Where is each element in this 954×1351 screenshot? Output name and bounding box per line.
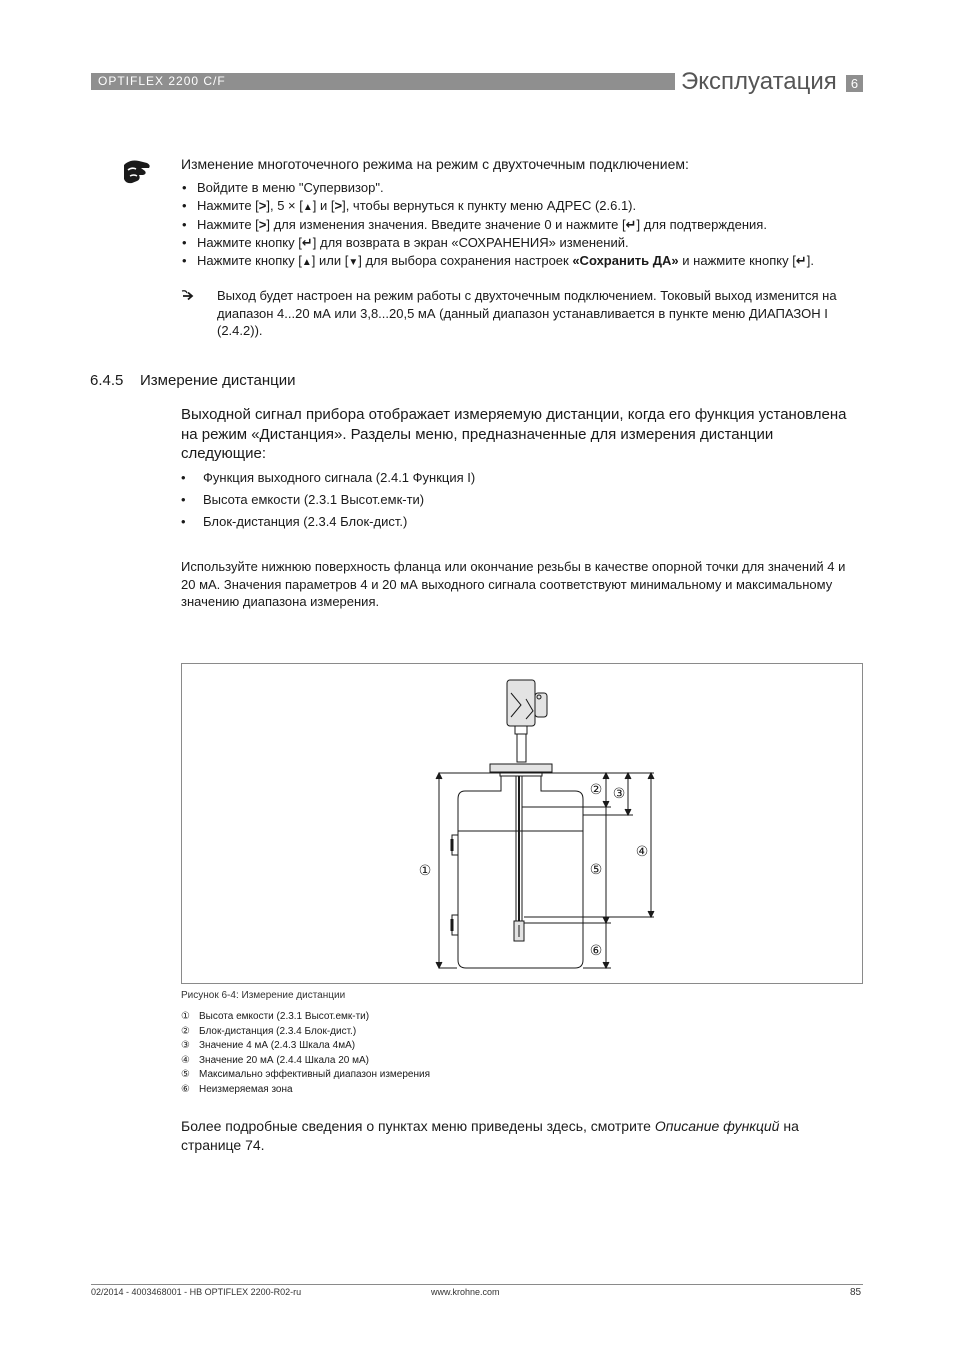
procedure-step: • Войдите в меню "Супервизор". <box>182 179 863 197</box>
tank-diagram <box>181 663 863 984</box>
legend-item: ④ Значение 20 мА (2.4.4 Шкала 20 мА) <box>181 1054 369 1066</box>
result-arrow-icon <box>181 289 195 301</box>
function-description-link[interactable]: Описание функций <box>654 1118 780 1134</box>
hand-action-icon <box>121 157 153 189</box>
section-heading: 6.4.5 Измерение дистанции <box>90 372 296 389</box>
arrow-up-icon: ▲ <box>301 256 312 268</box>
enter-key-icon: ↵ <box>625 217 637 233</box>
callout-5: ⑤ <box>589 862 603 878</box>
footer-doc-id: 02/2014 - 4003468001 - HB OPTIFLEX 2200-R02-ru <box>91 1287 302 1297</box>
procedure-intro: Изменение многоточечного режима на режим с двухточечным подключением: <box>181 156 689 172</box>
arrow-up-icon: ▲ <box>302 201 313 213</box>
callout-3: ③ <box>612 786 626 802</box>
callout-4: ④ <box>635 844 649 860</box>
more-info-text: Более подробные сведения о пунктах меню приведены здесь, смотрите Описание функций на странице 74. <box>181 1118 799 1153</box>
legend-item: ② Блок-дистанция (2.3.4 Блок-дист.) <box>181 1025 357 1037</box>
list-item: • Функция выходного сигнала (2.4.1 Функция I) <box>181 467 863 489</box>
footer-website[interactable]: www.krohne.com <box>431 1287 500 1297</box>
figure-caption: Рисунок 6-4: Измерение дистанции <box>181 990 346 1001</box>
callout-1: ① <box>418 863 432 879</box>
reference-note: Используйте нижнюю поверхность фланца или окончание резьбы в качестве опорной точки для значений 4 и 20 мА. Значения параметров 4 и 20 мА выходного сигнала соответствуют минимальному и максимальному значению диапазона измерения. <box>181 559 846 610</box>
result-text: Выход будет настроен на режим работы с двухточечным подключением. Токовый выход изменится на диапазон 4...20 мА или 3,8...20,5 мА (данный диапазон устанавливается в пункте меню ДИАПАЗОН I (2.4.2)). <box>217 288 837 339</box>
legend-item: ① Высота емкости (2.3.1 Высот.емк-ти) <box>181 1011 370 1022</box>
chapter-number: 6 <box>846 75 863 92</box>
menu-items-list <box>181 467 863 533</box>
footer-divider <box>91 1284 863 1285</box>
product-name: OPTIFLEX 2200 C/F <box>98 74 226 88</box>
chapter-title: Эксплуатация <box>681 68 837 95</box>
callout-2: ② <box>589 782 603 798</box>
legend-item: ③ Значение 4 мА (2.4.3 Шкала 4мА) <box>181 1040 356 1052</box>
list-item: • Высота емкости (2.3.1 Высот.емк-ти) <box>181 489 863 511</box>
list-item: • Блок-дистанция (2.3.4 Блок-дист.) <box>181 511 863 533</box>
procedure-steps <box>182 179 863 272</box>
figure-legend <box>181 1010 430 1098</box>
arrow-down-icon: ▼ <box>348 256 359 268</box>
enter-key-icon: ↵ <box>795 252 807 268</box>
legend-item: ⑥ Неизмеряемая зона <box>181 1083 293 1095</box>
procedure-step: • Нажмите кнопку [▲] или [▼] для выбора сохранения настроек «Сохранить ДА» и нажмите кнопку [↵]. <box>182 252 863 272</box>
procedure-step: • Нажмите [>] для изменения значения. Введите значение 0 и нажмите [↵] для подтверждения. <box>182 216 863 234</box>
section-intro: Выходной сигнал прибора отображает измеряемую дистанции, когда его функция установлена на режим «Дистанция». Разделы меню, предназначенные для измерения дистанции следующие: <box>181 406 847 462</box>
enter-key-icon: ↵ <box>301 235 313 251</box>
page-number: 85 <box>850 1287 862 1298</box>
procedure-step: • Нажмите [>], 5 × [▲] и [>], чтобы вернуться к пункту меню АДРЕС (2.6.1). <box>182 197 863 217</box>
legend-item: ⑤ Максимально эффективный диапазон измерения <box>181 1069 431 1081</box>
procedure-step: • Нажмите кнопку [↵] для возврата в экран «СОХРАНЕНИЯ» изменений. <box>182 234 863 252</box>
callout-6: ⑥ <box>589 943 603 959</box>
